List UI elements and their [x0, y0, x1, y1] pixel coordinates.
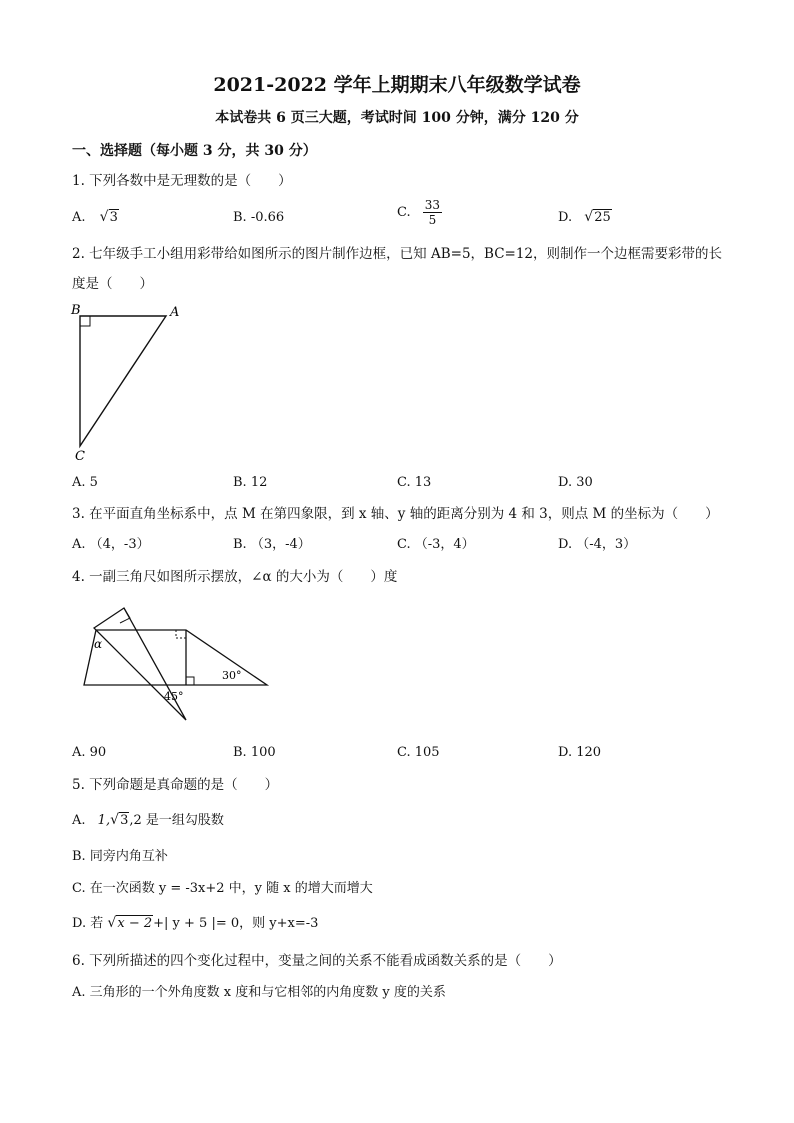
- right-angle-mark: [80, 316, 90, 326]
- question-2-stem-line2: 度是（ ）: [72, 276, 153, 292]
- option-label: A.: [72, 813, 86, 828]
- dashed-mark: [176, 630, 186, 638]
- question-4-stem: 4. 一副三角尺如图所示摆放，∠α 的大小为（ ）度: [72, 569, 398, 585]
- triangle-45: [94, 608, 186, 720]
- q6-option-a: A. 三角形的一个外角度数 x 度和与它相邻的内角度数 y 度的关系: [72, 985, 446, 1000]
- sqrt-expression: √ x − 2: [107, 914, 153, 934]
- sqrt-expression: √ 3: [110, 811, 129, 831]
- q5-option-c: C. 在一次函数 y = -3x+2 中，y 随 x 的增大而增大: [72, 881, 373, 896]
- q1-option-b: B. -0.66: [233, 210, 285, 225]
- q2-option-c: C. 13: [397, 475, 432, 490]
- option-label: A.: [72, 210, 86, 225]
- q4-option-b: B. 100: [233, 745, 276, 760]
- q2-option-a: A. 5: [72, 475, 98, 490]
- q1-option-d: [558, 208, 612, 228]
- question-6-stem: 6. 下列所描述的四个变化过程中，变量之间的关系不能看成函数关系的是（ ）: [72, 953, 562, 969]
- q5-option-a: [72, 811, 224, 831]
- question-3-stem: 3. 在平面直角坐标系中，点 M 在第四象限，到 x 轴、y 轴的距离分别为 4 和 3，则点 M 的坐标为（ ）: [72, 506, 719, 522]
- vertex-label-c: C: [75, 449, 85, 464]
- q4-set-squares-figure: [76, 600, 276, 728]
- fraction: $\frac{33}{5}$: [424, 198, 441, 227]
- option-label: C.: [397, 205, 411, 220]
- q4-option-c: C. 105: [397, 745, 440, 760]
- expression-prefix: 1,: [97, 813, 111, 828]
- q1-option-a: [72, 208, 119, 228]
- q3-option-d: D. （-4，3）: [558, 537, 637, 552]
- q4-option-a: A. 90: [72, 745, 107, 760]
- q3-option-a: A. （4，-3）: [72, 537, 150, 552]
- triangle-abc: [80, 316, 166, 446]
- question-1-stem: 1. 下列各数中是无理数的是（ ）: [72, 173, 292, 189]
- expression-suffix: +| y + 5 |= 0，则 y+x=-3: [153, 916, 319, 931]
- option-label: D.: [558, 210, 573, 225]
- question-2-stem-line1: 2. 七年级手工小组用彩带给如图所示的图片制作边框，已知 AB=5，BC=12，则制作一个边框需要彩带的长: [72, 246, 723, 262]
- q1-option-c: [397, 198, 442, 227]
- q2-option-d: D. 30: [558, 475, 593, 490]
- vertex-label-a: A: [170, 305, 180, 320]
- vertex-label-b: B: [71, 303, 81, 318]
- q5-option-d: [72, 914, 318, 934]
- q3-option-c: C. （-3，4）: [397, 537, 475, 552]
- question-5-stem: 5. 下列命题是真命题的是（ ）: [72, 777, 279, 793]
- q3-option-b: B. （3，-4）: [233, 537, 311, 552]
- option-prefix: D. 若: [72, 916, 104, 931]
- angle-45-label: 45°: [164, 690, 184, 703]
- exam-info: 本试卷共 6 页三大题，考试时间 100 分钟，满分 120 分: [215, 110, 579, 126]
- sqrt-expression: √ 25: [584, 208, 612, 228]
- q2-option-b: B. 12: [233, 475, 268, 490]
- expression-suffix: ,2 是一组勾股数: [129, 813, 224, 828]
- q2-triangle-figure: [66, 298, 186, 468]
- page-title: 2021-2022 学年上期期末八年级数学试卷: [213, 74, 581, 96]
- sqrt-expression: √ 3: [100, 208, 119, 228]
- q4-option-d: D. 120: [558, 745, 602, 760]
- angle-alpha-label: α: [94, 637, 103, 651]
- angle-30-label: 30°: [222, 669, 242, 682]
- right-angle-mark: [186, 677, 194, 685]
- section-heading: 一、选择题（每小题 3 分，共 30 分）: [72, 143, 317, 159]
- q5-option-b: B. 同旁内角互补: [72, 849, 168, 864]
